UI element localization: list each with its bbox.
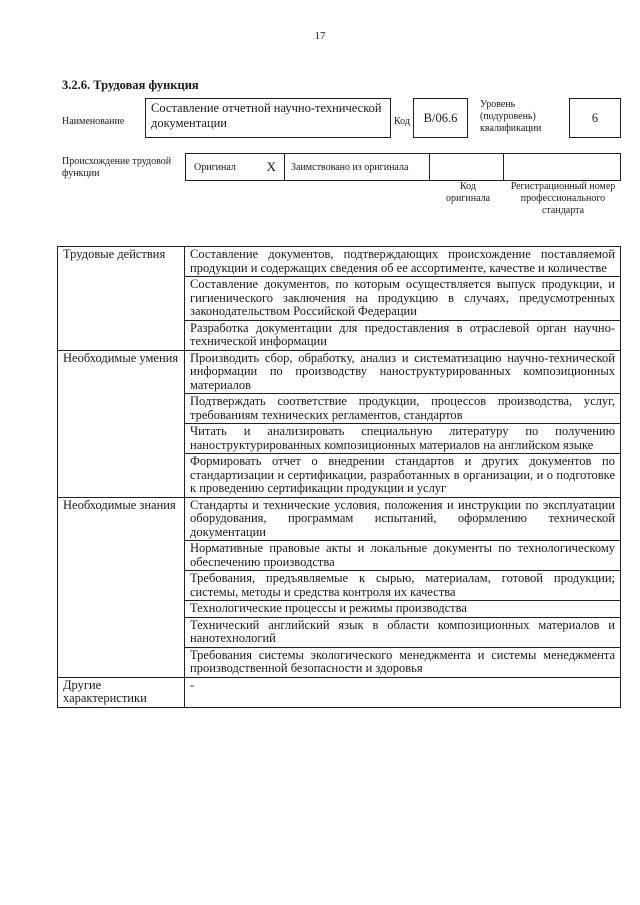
labor-action-item: Составление документов, подтверждающих происхождение поставляемой продукции и содержащих сведения об ее ассортименте, качестве и количестве — [185, 247, 621, 277]
knowledge-item: Требования системы экологического менеджмента и системы менеджмента производственной безопасности и здоровья — [185, 647, 621, 677]
origin-label: Происхождение трудовой функции — [62, 156, 172, 179]
name-label: Наименование — [62, 116, 125, 127]
knowledge-label: Необходимые знания — [58, 497, 185, 677]
function-name-box: Составление отчетной научно-технической документации — [145, 98, 391, 138]
table-row — [58, 497, 621, 541]
registration-number-caption: Регистрационный номер профессионального стандарта — [510, 181, 616, 216]
knowledge-item: Технологические процессы и режимы производства — [185, 601, 621, 618]
original-label: Оригинал — [194, 161, 236, 173]
other-characteristics-label: Другие характеристики — [58, 677, 185, 707]
skill-item: Подтверждать соответствие продукции, процессов производства, услуг, требованиям технических регламентов, стандартов — [185, 394, 621, 424]
code-label: Код — [394, 116, 410, 127]
page-number: 17 — [314, 30, 326, 42]
original-mark: X — [266, 159, 276, 174]
skills-label: Необходимые умения — [58, 350, 185, 497]
table-row — [58, 350, 621, 394]
knowledge-item: Требования, предъявляемые к сырью, материалам, готовой продукции; системы, методы и средства контроля их качества — [185, 571, 621, 601]
borrowed-cell: Заимствовано из оригинала — [284, 153, 430, 181]
skill-item: Формировать отчет о внедрении стандартов и других документов по стандартизации и сертификации, разработанных в организации, и о подготовке к проведению сертификации продукции и услуг — [185, 454, 621, 498]
section-title: 3.2.6. Трудовая функция — [62, 78, 199, 92]
original-code-cell — [429, 153, 504, 181]
knowledge-item: Технический английский язык в области композиционных материалов и нанотехнологий — [185, 617, 621, 647]
qualification-level-box: 6 — [569, 98, 621, 138]
other-characteristics-value: - — [185, 677, 621, 707]
knowledge-item: Стандарты и технические условия, положения и инструкции по эксплуатации оборудования, программам испытаний, оформлению технической документации — [185, 497, 621, 541]
origin-row — [185, 153, 621, 181]
knowledge-item: Нормативные правовые акты и локальные документы по технологическому обеспечению производства — [185, 541, 621, 571]
requirements-table — [57, 246, 621, 708]
registration-number-cell — [503, 153, 621, 181]
original-cell — [185, 153, 285, 181]
labor-actions-label: Трудовые действия — [58, 247, 185, 351]
labor-action-item: Разработка документации для предоставления в отраслевой орган научно-технической информации — [185, 320, 621, 350]
skill-item: Производить сбор, обработку, анализ и систематизацию научно-технической информации по производству наноструктурированных композиционных материалов — [185, 350, 621, 394]
skill-item: Читать и анализировать специальную литературу по получению наноструктурированных композиционных материалов на английском языке — [185, 424, 621, 454]
code-box: B/06.6 — [413, 98, 468, 138]
table-row — [58, 677, 621, 707]
table-row — [58, 247, 621, 277]
original-code-caption: Код оригинала — [445, 181, 491, 204]
labor-action-item: Составление документов, по которым осуществляется выпуск продукции, и гигиенического заключения на продукцию в случаях, предусмотренных законодательством Российской Федерации — [185, 277, 621, 321]
qualification-level-label: Уровень (подуровень) квалификации — [480, 99, 542, 134]
